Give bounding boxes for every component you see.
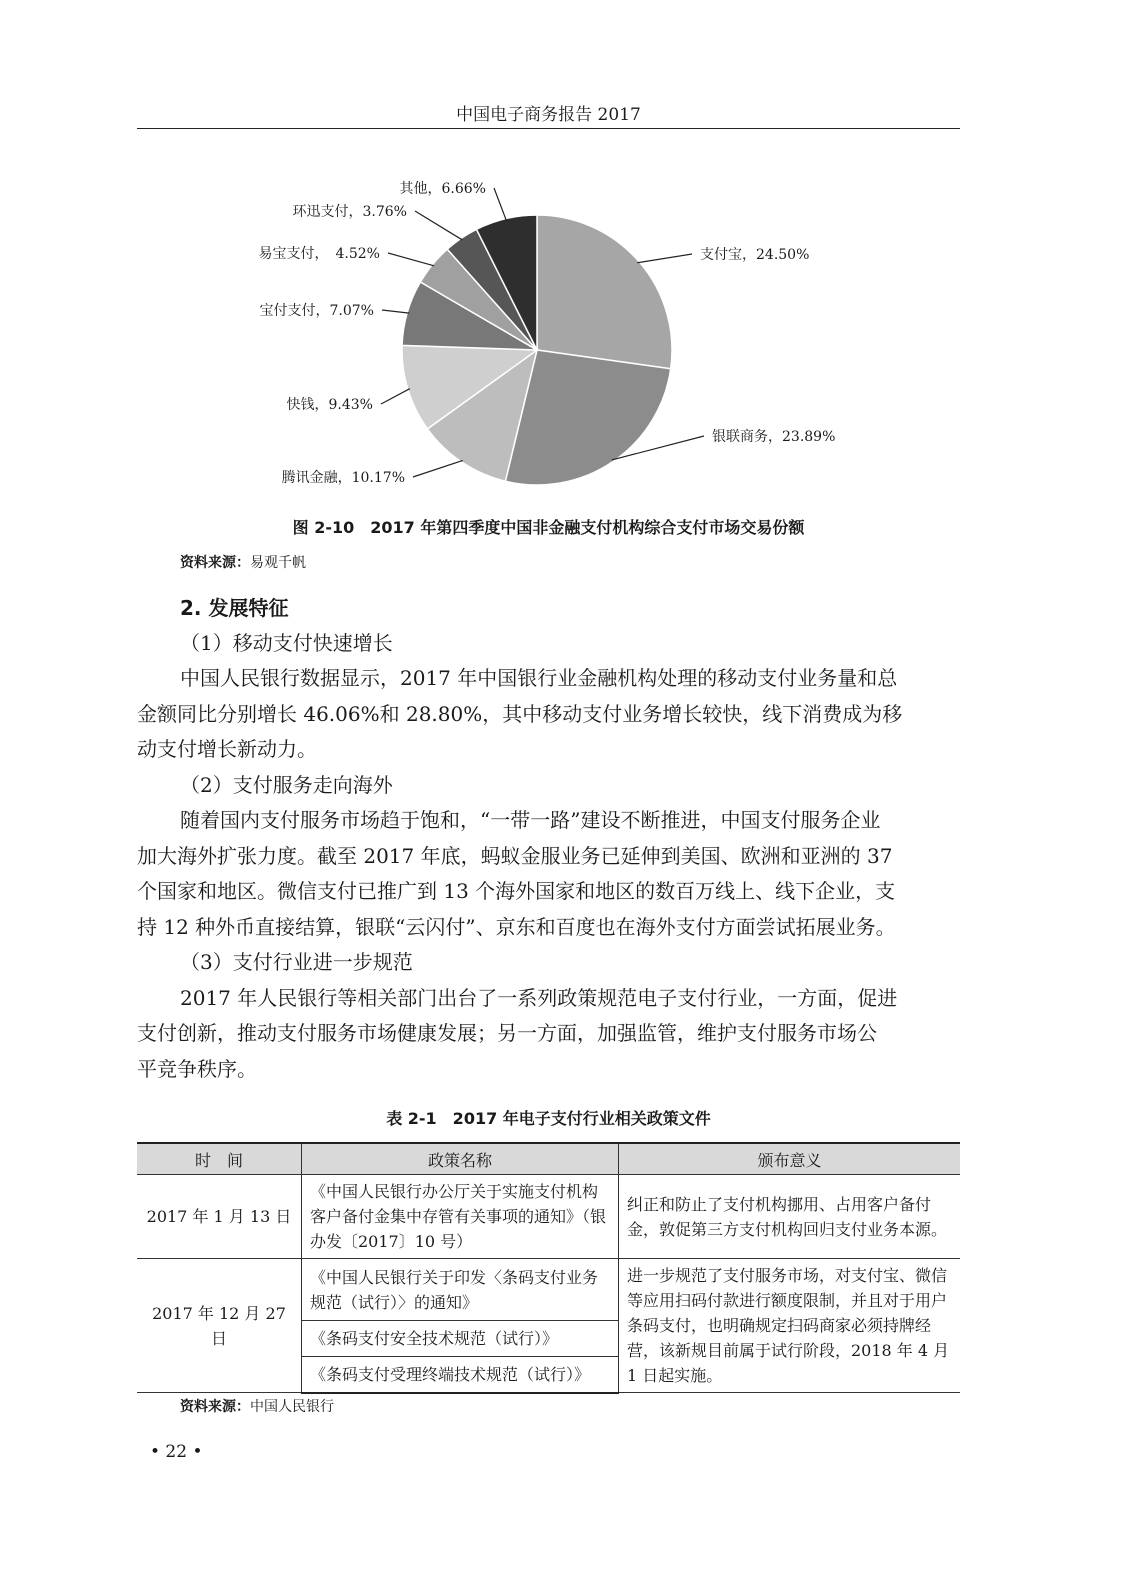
running-header: 中国电子商务报告 2017 <box>456 105 641 125</box>
column-header-policy: 政策名称 <box>302 1143 619 1175</box>
paragraph-2-line: 持 12 种外币直接结算，银联“云闪付”、京东和百度也在海外支付方面尝试拓展业务。 <box>137 915 896 939</box>
table-cell-date: 2017 年 1 月 13 日 <box>137 1175 302 1259</box>
slice-label: 腾讯金融，10.17% <box>281 470 405 486</box>
table-cell-policy: 《中国人民银行办公厅关于实施支付机构客户备付金集中存管有关事项的通知》（银办发〔2017〕10 号） <box>302 1175 619 1259</box>
subheading-2: （2）支付服务走向海外 <box>180 773 393 797</box>
slice-label: 快钱，9.43% <box>286 397 373 413</box>
page-number: • 22 • <box>150 1442 203 1462</box>
paragraph-1-line: 金额同比分别增长 46.06%和 28.80%，其中移动支付业务增长较快，线下消费成为移 <box>137 702 903 726</box>
column-header-date: 时 间 <box>137 1143 302 1175</box>
paragraph-3-line: 支付创新，推动支付服务市场健康发展；另一方面，加强监管，维护支付服务市场公 <box>137 1021 877 1045</box>
header-rule <box>137 128 960 129</box>
column-header-significance: 颁布意义 <box>619 1143 961 1175</box>
table-row <box>137 1259 960 1321</box>
subheading-3: （3）支付行业进一步规范 <box>180 950 413 974</box>
table-cell-policy: 《条码支付安全技术规范（试行）》 <box>302 1321 619 1357</box>
table-source-value: 中国人民银行 <box>250 1399 334 1415</box>
leader-line <box>637 254 692 263</box>
slice-label: 环迅支付，3.76% <box>292 204 407 220</box>
figure-source-value: 易观千帆 <box>250 555 306 571</box>
pie-slice-1 <box>537 215 672 369</box>
figure-source-label: 资料来源： <box>180 555 250 571</box>
table-caption: 表 2-1 2017 年电子支付行业相关政策文件 <box>386 1109 711 1128</box>
slice-label: 支付宝，24.50% <box>700 247 810 263</box>
table-cell-date: 2017 年 12 月 27 日 <box>137 1259 302 1393</box>
table-cell-significance: 纠正和防止了支付机构挪用、占用客户备付金，敦促第三方支付机构回归支付业务本源。 <box>619 1175 961 1259</box>
leader-line <box>415 211 462 240</box>
leader-line <box>494 188 506 221</box>
figure-caption: 图 2-10 2017 年第四季度中国非金融支付机构综合支付市场交易份额 <box>292 518 805 537</box>
market-share-pie-chart <box>0 160 1128 500</box>
table-row <box>137 1175 960 1259</box>
paragraph-1-line: 动支付增长新动力。 <box>137 737 317 761</box>
policy-table <box>137 1142 960 1394</box>
leader-line <box>381 389 410 404</box>
paragraph-1-line: 中国人民银行数据显示，2017 年中国银行业金融机构处理的移动支付业务量和总 <box>180 666 898 690</box>
table-source-label: 资料来源： <box>180 1399 250 1415</box>
subheading-1: （1）移动支付快速增长 <box>180 631 393 655</box>
leader-line <box>382 310 409 313</box>
paragraph-2-line: 随着国内支付服务市场趋于饱和，“一带一路”建设不断推进，中国支付服务企业 <box>180 808 881 832</box>
slice-label: 银联商务，23.89% <box>712 429 836 445</box>
leader-line <box>413 460 463 477</box>
figure-source <box>180 552 306 572</box>
table-source <box>180 1396 334 1416</box>
table-cell-policy: 《中国人民银行关于印发〈条码支付业务规范（试行）〉的通知》 <box>302 1259 619 1321</box>
slice-label: 其他，6.66% <box>399 181 486 197</box>
slice-label: 宝付支付，7.07% <box>259 303 374 319</box>
table-header-row <box>137 1143 960 1175</box>
paragraph-2-line: 加大海外扩张力度。截至 2017 年底，蚂蚁金服业务已延伸到美国、欧洲和亚洲的 37 <box>137 844 893 868</box>
paragraph-3-line: 2017 年人民银行等相关部门出台了一系列政策规范电子支付行业，一方面，促进 <box>180 986 898 1010</box>
paragraph-2-line: 个国家和地区。微信支付已推广到 13 个海外国家和地区的数百万线上、线下企业，支 <box>137 879 896 903</box>
paragraph-3-line: 平竞争秩序。 <box>137 1057 257 1081</box>
leader-line <box>388 253 434 266</box>
section-heading: 2. 发展特征 <box>180 596 289 620</box>
table-cell-significance: 进一步规范了支付服务市场，对支付宝、微信等应用扫码付款进行额度限制，并且对于用户条码支付，也明确规定扫码商家必须持牌经营，该新规目前属于试行阶段，2018 年 4 月 1 日起实施。 <box>619 1259 961 1393</box>
table-cell-policy: 《条码支付受理终端技术规范（试行）》 <box>302 1357 619 1393</box>
slice-label: 易宝支付， 4.52% <box>258 246 380 262</box>
